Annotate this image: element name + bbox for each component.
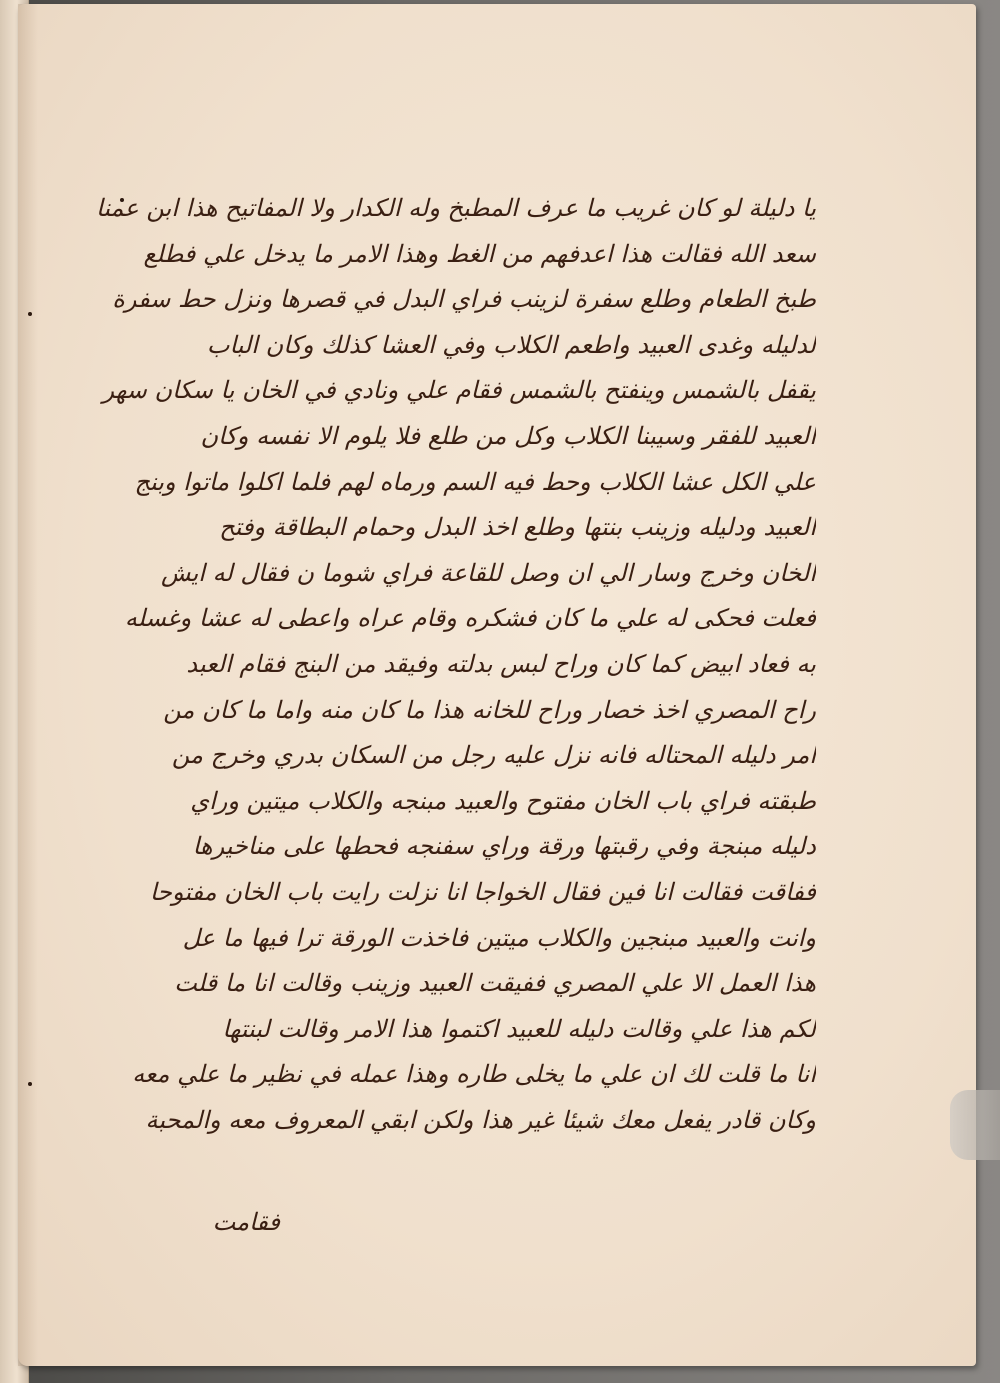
margin-dot [28,312,32,316]
text-line: لدليله وغدى العبيد واطعم الكلاب وفي العشا كذلك وكان الباب [206,330,816,359]
text-line: ففاقت فقالت انا فين فقال الخواجا انا نزلت رايت باب الخان مفتوحا [149,877,816,906]
text-line: يقفل بالشمس وينفتح بالشمس فقام علي ونادي في الخان يا سكان سهر [102,376,816,405]
text-line: انا ما قلت لك ان علي ما يخلى طاره وهذا عمله في نظير ما علي معه [132,1060,816,1089]
text-line: به فعاد ابيض كما كان وراح لبس بدلته وفيقد من البنج فقام العبد [186,649,816,678]
text-line: وكان قادر يفعل معك شيئا غير هذا ولكن ابقي المعروف معه والمحبة [145,1105,816,1134]
margin-dot [28,1082,32,1086]
text-line: لكم هذا علي وقالت دليله للعبيد اكتموا هذا الامر وقالت لبنتها [222,1014,816,1043]
text-line: دليله مبنجة وفي رقبتها ورقة وراي سفنجه فحطها على مناخيرها [192,832,816,861]
text-line: وانت والعبيد مبنجين والكلاب ميتين فاخذت الورقة ترا فيها ما عل [182,923,816,952]
text-line: طبقته فراي باب الخان مفتوح والعبيد مبنجه والكلاب ميتين وراي [190,786,816,815]
text-line: العبيد ودليله وزينب بنتها وطلع اخذ البدل وحمام البطاقة وفتح [219,513,816,542]
text-line: علي الكل عشا الكلاب وحط فيه السم ورماه لهم فلما اكلوا ماتوا وبنج [134,467,816,496]
text-line: يا دليلة لو كان غريب ما عرف المطبخ وله الكدار ولا المفاتيح هذا ابن عمنا [96,194,816,222]
text-line: فعلت فحكى له علي ما كان فشكره وقام عراه واعطى له عشا وغسله [124,604,816,633]
text-line: سعد الله فقالت هذا اعدفهم من الغط وهذا الامر ما يدخل علي فطلع [143,239,816,268]
binding-tab [950,1090,1000,1160]
manuscript-text-block [86,186,816,1143]
text-line: هذا العمل الا علي المصري ففيقت العبيد وزينب وقالت انا ما قلت [174,969,816,998]
page-gutter-shadow [18,4,38,1366]
text-line: العبيد للفقر وسيبنا الكلاب وكل من طلع فلا يلوم الا نفسه وكان [200,421,816,450]
text-line: امر دليله المحتاله فانه نزل عليه رجل من السكان بدري وخرج من [171,741,816,770]
text-line: الخان وخرج وسار الي ان وصل للقاعة فراي شوما ن فقال له ايش [161,558,816,587]
text-line: راح المصري اخذ خصار وراح للخانه هذا ما كان منه واما ما كان من [163,695,816,724]
catchword: فقامت [212,1208,280,1236]
text-line: طبخ الطعام وطلع سفرة لزينب فراي البدل في قصرها ونزل حط سفرة [112,285,816,314]
